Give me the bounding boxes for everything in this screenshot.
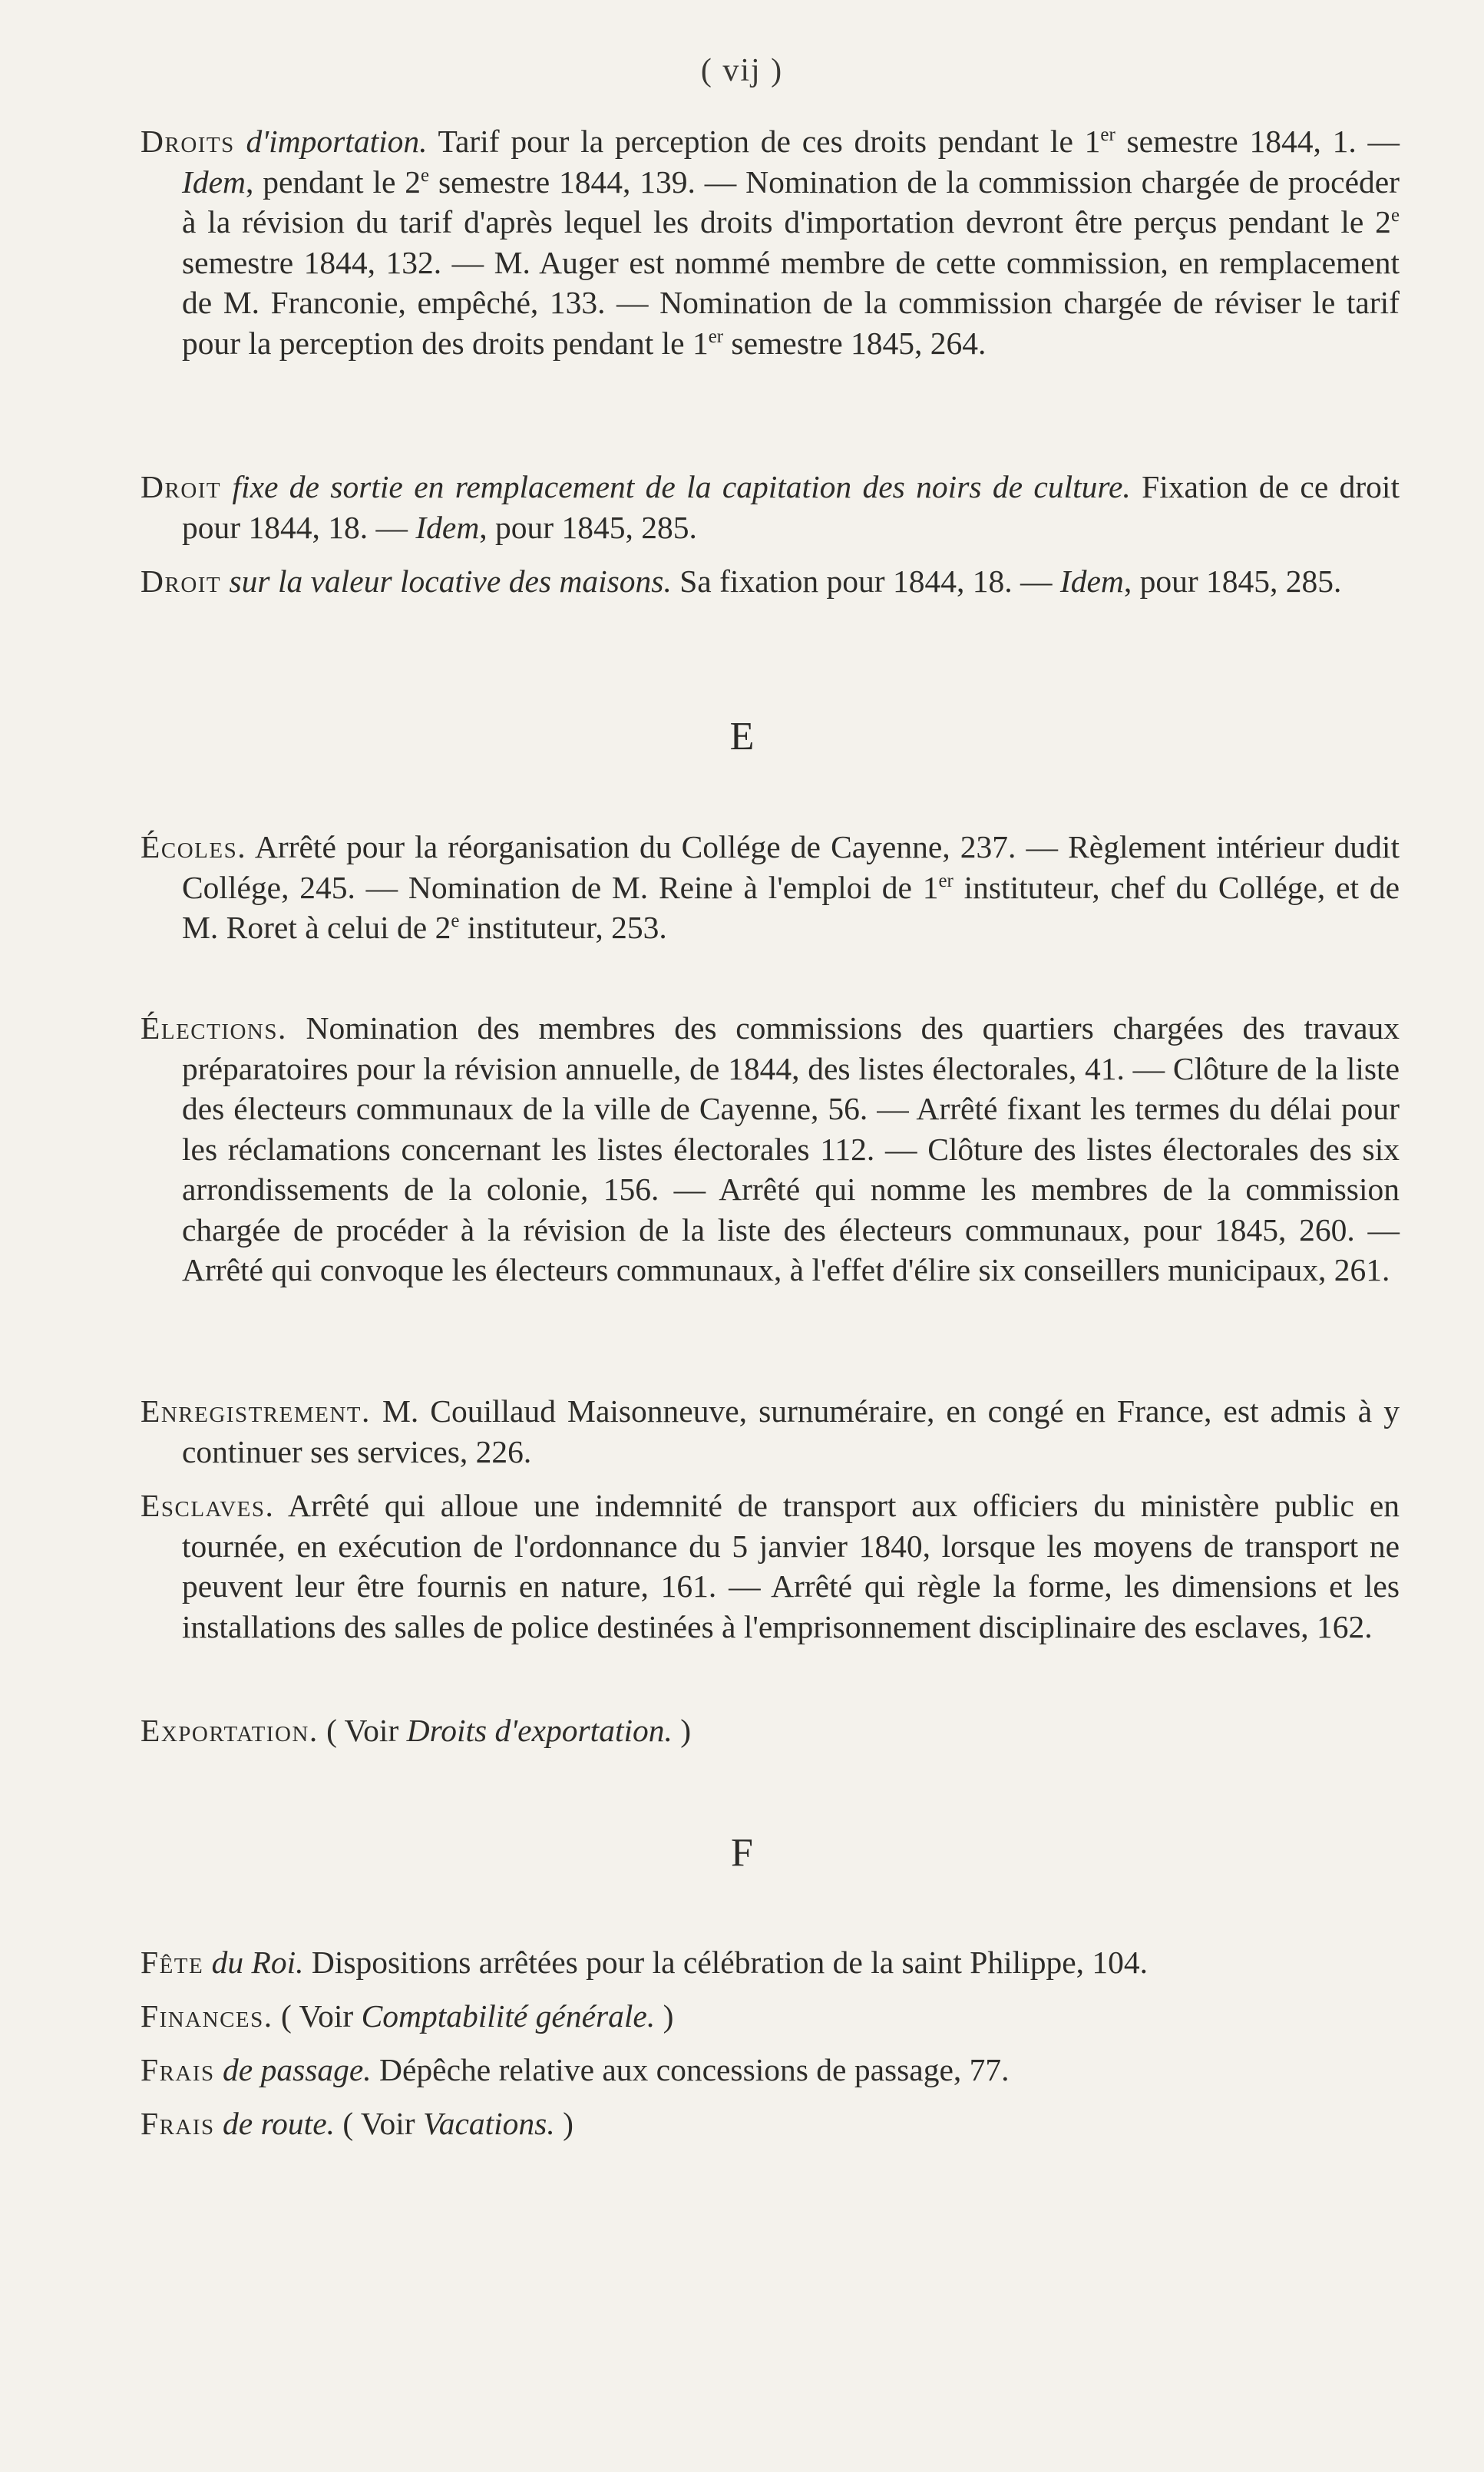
entry-heading: Enregistrement. (140, 1393, 371, 1429)
entry-italic: Idem (182, 164, 246, 200)
entry-text: Arrêté pour la réorganisation du Collége de Cayenne, 237. — Règlement intérieur dudit Collége, 245. — Nomination de M. Reine à l'emploi de 1 (182, 829, 1400, 905)
index-entry-frais-de-route (140, 2104, 1400, 2144)
entry-heading: Frais (140, 2106, 215, 2141)
entry-heading: Fête (140, 1945, 204, 1980)
entry-heading-italic: de passage. (214, 2052, 372, 2087)
index-entry-droit-fixe (140, 467, 1400, 547)
index-entry-droit-valeur-locative (140, 561, 1400, 602)
section-letter-f: F (731, 1831, 753, 1875)
entry-text: semestre 1844, 139. — Nomination de la commission chargée de procéder à la révision du tarif d'après lequel les droits d'importation devront être perçus pendant le 2 (182, 164, 1400, 240)
entry-text: ) (672, 1713, 692, 1748)
entry-text: Sa fixation pour 1844, 18. — (671, 563, 1060, 599)
entry-text: M. Couillaud Maisonneuve, surnuméraire, en congé en France, est admis à y continuer ses services, 226. (182, 1393, 1400, 1469)
entry-heading: Exportation. (140, 1713, 319, 1748)
entry-text: , pour 1845, 285. (479, 509, 697, 545)
entry-italic: Idem (1059, 563, 1124, 599)
index-entry-enregistrement (140, 1391, 1400, 1472)
entry-heading-italic: sur la valeur locative des maisons. (221, 563, 672, 599)
entry-heading-italic: de route. (214, 2106, 335, 2141)
index-entry-frais-de-passage (140, 2050, 1400, 2090)
entry-text: Dispositions arrêtées pour la célébration de la saint Philippe, 104. (303, 1945, 1148, 1980)
entry-text: ( Voir (318, 1713, 407, 1748)
superscript: e (421, 164, 430, 186)
entry-heading: Droit (140, 563, 222, 599)
entry-italic: Vacations. (422, 2106, 555, 2141)
index-entry-droits-importation (140, 121, 1400, 363)
entry-heading-italic: fixe de sortie en remplacement de la capitation des noirs de culture. (221, 469, 1131, 504)
entry-text: semestre 1845, 264. (723, 325, 987, 361)
index-entry-finances (140, 1996, 1400, 2037)
entry-text: ( Voir (335, 2106, 423, 2141)
index-entry-fete-du-roi (140, 1942, 1400, 1983)
entry-heading: Élections. (140, 1010, 287, 1046)
index-entry-esclaves (140, 1486, 1400, 1647)
entry-text: , pour 1845, 285. (1123, 563, 1342, 599)
superscript: er (1100, 124, 1115, 146)
entry-italic: Idem (415, 509, 480, 545)
entry-heading: Droits (140, 124, 235, 159)
page-number: ( vij ) (700, 53, 784, 88)
entry-text: Dépêche relative aux concessions de passage, 77. (371, 2052, 1010, 2087)
entry-text: Fixation de ce droit pour 1844, 18. — (182, 469, 1400, 545)
entry-heading-italic: du Roi. (203, 1945, 304, 1980)
superscript: e (451, 910, 460, 932)
entry-text: semestre 1844, 1. — (1115, 124, 1400, 159)
entry-heading: Finances. (140, 1998, 273, 2034)
entry-heading: Écoles. (140, 829, 247, 864)
entry-text: Arrêté qui alloue une indemnité de transport aux officiers du ministère public en tournée, en exécution de l'ordonnance du 5 janvier 1840, lorsque les moyens de transport ne peuvent leur être fournis en nature, 161. — Arrêté qui règle la forme, les dimensions et les installations des salles de police destinées à l'emprisonnement disciplinaire des esclaves, 162. (182, 1488, 1400, 1644)
superscript: e (1390, 205, 1400, 226)
superscript: er (708, 326, 724, 347)
superscript: er (938, 870, 954, 891)
entry-text: semestre 1844, 132. — M. Auger est nommé membre de cette commission, en remplacement de M. Franconie, empêché, 133. — Nomination de la commission chargée de réviser le tarif pour la perception des droits pendant le 1 (182, 244, 1400, 361)
entry-text: instituteur, chef du Collége, et de M. Roret à celui de 2 (182, 869, 1400, 945)
entry-text: ) (655, 1998, 674, 2034)
entry-text: Nomination des membres des commissions des quartiers chargées des travaux préparatoires pour la révision annuelle, de 1844, des listes électorales, 41. — Clôture de la liste des électeurs communaux de la ville de Cayenne, 56. — Arrêté fixant les termes du délai pour les réclamations concernant les listes électorales 112. — Clôture des listes électorales des six arrondissements de la colonie, 156. — Arrêté qui nomme les membres de la commission chargée de procéder à la révision de la liste des électeurs communaux, pour 1845, 260. — Arrêté qui convoque les électeurs communaux, à l'effet d'élire six conseillers municipaux, 261. (182, 1010, 1400, 1287)
entry-italic: Droits d'exportation. (406, 1713, 673, 1748)
entry-text: , pendant le 2 (245, 164, 421, 200)
entry-text: ( Voir (273, 1998, 362, 2034)
entry-text: ) (554, 2106, 573, 2141)
entry-text: Tarif pour la perception de ces droits pendant le 1 (427, 124, 1101, 159)
entry-heading-italic: d'importation. (234, 124, 428, 159)
entry-heading: Frais (140, 2052, 215, 2087)
section-letter-e: E (729, 715, 755, 758)
entry-heading: Esclaves. (140, 1488, 275, 1523)
index-entry-ecoles (140, 827, 1400, 948)
index-entry-elections (140, 1008, 1400, 1291)
entry-text: instituteur, 253. (459, 910, 667, 945)
entry-heading: Droit (140, 469, 222, 504)
entry-italic: Comptabilité générale. (361, 1998, 656, 2034)
index-entry-exportation (140, 1710, 1400, 1751)
